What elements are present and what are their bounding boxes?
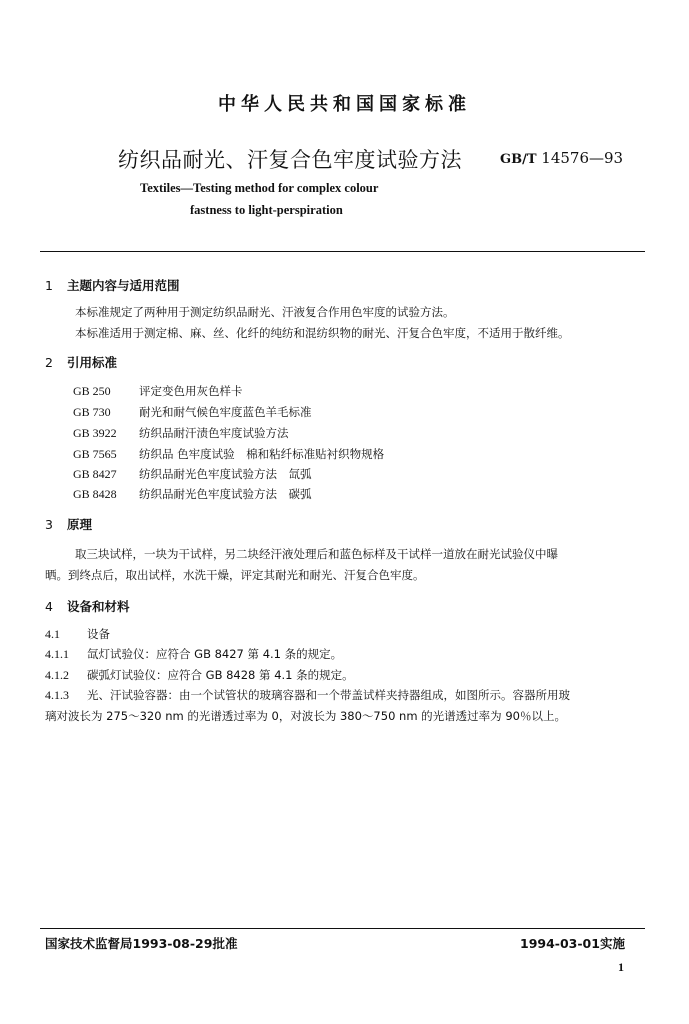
standard-number [500,149,623,167]
section-number: 4 [45,599,53,614]
subsection-4-1-3-continued: 璃对波长为 275～320 nm 的光谱透过率为 0，对波长为 380～750 nm 的光谱透过率为 90％以上。 [45,709,566,723]
section-title: 引用标准 [67,355,118,370]
reference-item [73,446,384,462]
reference-item [73,383,243,399]
issuing-organization: 中华人民共和国国家标准 [218,94,471,115]
header-divider [40,251,645,252]
subsection-number: 4.1 [45,627,60,641]
reference-code: GB 8427 [73,467,117,481]
reference-title: 纺织品 色牢度试验 棉和粘纤标准贴衬织物规格 [139,447,385,461]
reference-title: 纺织品耐光色牢度试验方法 碳弧 [139,487,312,501]
subsection-4-1 [45,626,110,642]
reference-code: GB 3922 [73,426,117,440]
section-title: 设备和材料 [67,599,130,614]
reference-code: GB 730 [73,405,111,419]
subsection-4-1-1 [45,646,342,662]
reference-title: 纺织品耐汗渍色牢度试验方法 [139,426,289,440]
document-title-cn: 纺织品耐光、汗复合色牢度试验方法 [118,148,462,172]
subsection-text: 设备 [87,627,110,641]
section-2-heading [45,353,117,371]
document-title-en-line1: Textiles—Testing method for complex colour [140,181,379,195]
standard-prefix: GB/T [500,152,537,167]
footer-divider [40,928,645,929]
subsection-number: 4.1.1 [45,647,69,661]
reference-code: GB 250 [73,384,111,398]
subsection-4-1-2 [45,667,354,683]
subsection-number: 4.1.3 [45,688,69,702]
subsection-text: 氙灯试验仪：应符合 GB 8427 第 4.1 条的规定。 [87,647,343,661]
reference-item [73,486,312,502]
section-number: 2 [45,355,53,370]
reference-title: 耐光和耐气候色牢度蓝色羊毛标准 [139,405,312,419]
effective-date: 1994-03-01实施 [520,936,625,951]
section-3-heading [45,515,92,533]
page-number: 1 [618,960,624,974]
paragraph-line: 晒。到终点后，取出试样，水洗干燥，评定其耐光和耐光、汗复合色牢度。 [45,568,425,582]
approval-date: 国家技术监督局1993-08-29批准 [45,936,238,951]
reference-code: GB 7565 [73,447,117,461]
paragraph-line: 取三块试样，一块为干试样，另二块经汗液处理后和蓝色标样及干试样一道放在耐光试验仪中曝 [75,547,558,561]
section-title: 原理 [67,517,93,532]
subsection-4-1-3 [45,687,570,703]
document-title-en-line2: fastness to light-perspiration [190,203,343,217]
section-4-heading [45,597,130,615]
section-number: 3 [45,517,53,532]
reference-item [73,425,289,441]
reference-title: 评定变色用灰色样卡 [139,384,243,398]
section-number: 1 [45,278,53,293]
paragraph: 本标准适用于测定棉、麻、丝、化纤的纯纺和混纺织物的耐光、汗复合色牢度，不适用于散纤维。 [75,326,570,340]
reference-code: GB 8428 [73,487,117,501]
section-1-heading [45,276,180,294]
standard-code: 14576—93 [541,149,624,167]
subsection-text: 光、汗试验容器：由一个试管状的玻璃容器和一个带盖试样夹持器组成，如图所示。容器所用玻 [87,688,570,702]
subsection-text: 碳弧灯试验仪：应符合 GB 8428 第 4.1 条的规定。 [87,668,354,682]
reference-item [73,404,312,420]
section-title: 主题内容与适用范围 [67,278,180,293]
paragraph: 本标准规定了两种用于测定纺织品耐光、汗液复合作用色牢度的试验方法。 [75,305,455,319]
reference-item [73,466,312,482]
reference-title: 纺织品耐光色牢度试验方法 氙弧 [139,467,312,481]
subsection-number: 4.1.2 [45,668,69,682]
